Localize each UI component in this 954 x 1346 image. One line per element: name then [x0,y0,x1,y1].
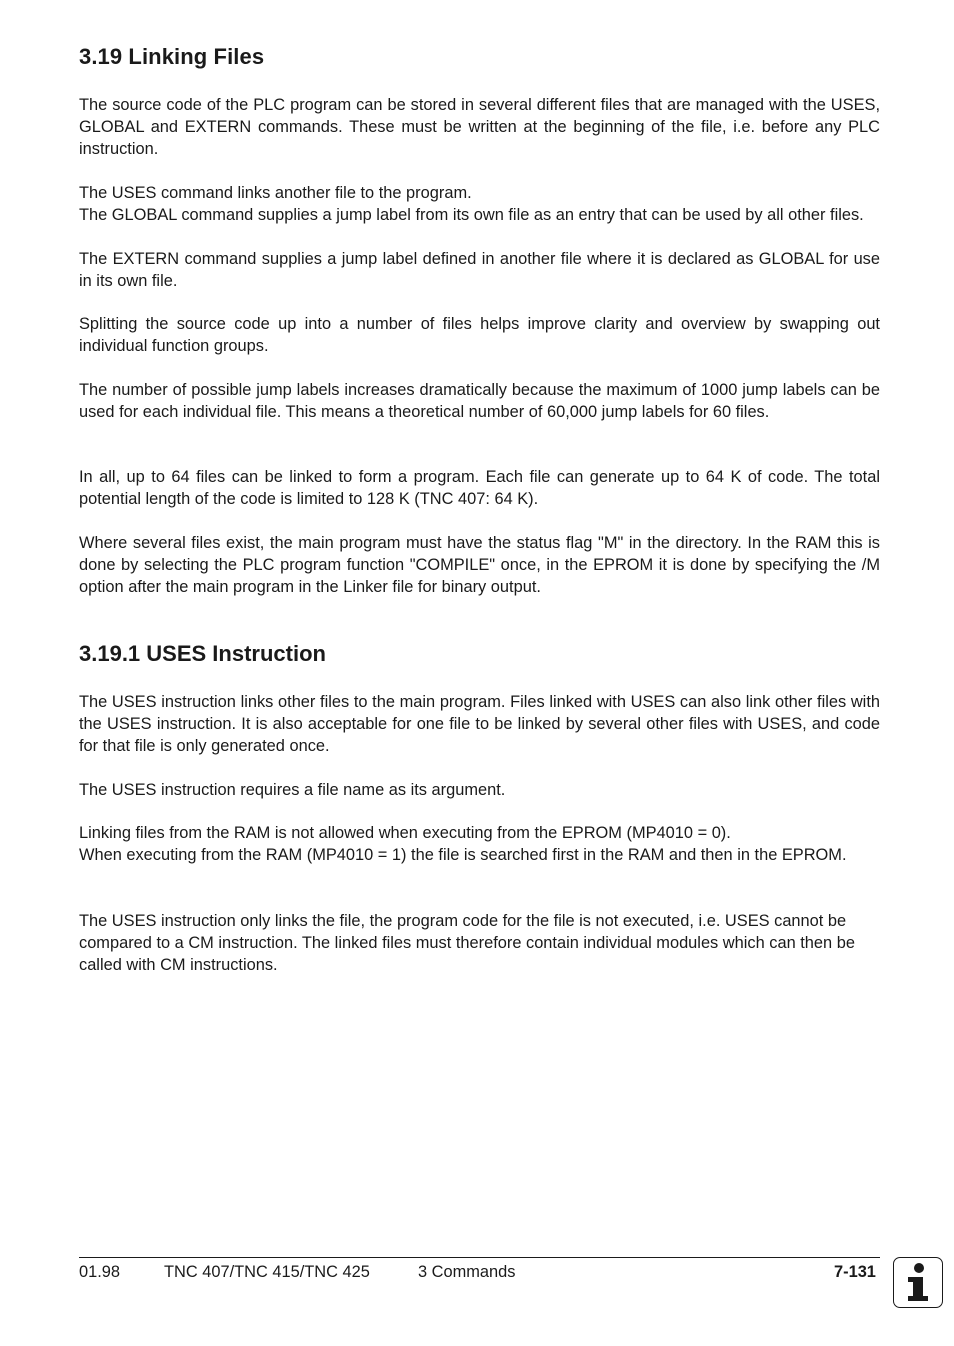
paragraph: The number of possible jump labels increases dramatically because the maximum of 1000 jump labels can be used for each individual file. This means a theoretical number of 60,000 jump labels for 60 files. [79,381,880,421]
paragraph: The source code of the PLC program can be stored in several different files that are managed with the USES, GLOBAL and EXTERN commands. These must be written at the beginning of the file, i.e. before any PLC instruction. [79,96,880,158]
info-icon [893,1257,943,1308]
section-title: 3.19 Linking Files [79,44,265,69]
footer-divider [79,1257,880,1258]
paragraph: The USES instruction only links the file, the program code for the file is not executed, i.e. USES cannot be compared to a CM instruction. The linked files must therefore contain individual modules which can then be called with CM instructions. [79,912,855,974]
footer-date: 01.98 [79,1263,121,1281]
paragraph: In all, up to 64 files can be linked to form a program. Each file can generate up to 64 K of code. The total potential length of the code is limited to 128 K (TNC 407: 64 K). [79,468,880,508]
paragraph: Linking files from the RAM is not allowed when executing from the EPROM (MP4010 = 0). [79,824,731,842]
paragraph: Where several files exist, the main program must have the status flag "M" in the directory. In the RAM this is done by selecting the PLC program function "COMPILE" once, in the EPROM it is done by specifying the /M option after the main program in the Linker file for binary output. [79,534,880,596]
paragraph: Splitting the source code up into a number of files helps improve clarity and overview by swapping out individual function groups. [79,315,880,355]
footer-chapter: 3 Commands [418,1263,516,1281]
paragraph: The GLOBAL command supplies a jump label from its own file as an entry that can be used by all other files. [79,206,864,224]
paragraph: The USES command links another file to the program. [79,184,472,202]
paragraph: The EXTERN command supplies a jump label defined in another file where it is declared as GLOBAL for use in its own file. [79,250,880,290]
footer-product: TNC 407/TNC 415/TNC 425 [164,1263,370,1281]
paragraph: The USES instruction requires a file name as its argument. [79,781,506,799]
paragraph: When executing from the RAM (MP4010 = 1) the file is searched first in the RAM and then in the EPROM. [79,846,847,864]
paragraph: The USES instruction links other files to the main program. Files linked with USES can also link other files with the USES instruction. It is also acceptable for one file to be linked by several other files with USES, and code for that file is only generated once. [79,693,880,755]
subsection-title: 3.19.1 USES Instruction [79,641,326,666]
page-number: 7-131 [834,1263,876,1281]
